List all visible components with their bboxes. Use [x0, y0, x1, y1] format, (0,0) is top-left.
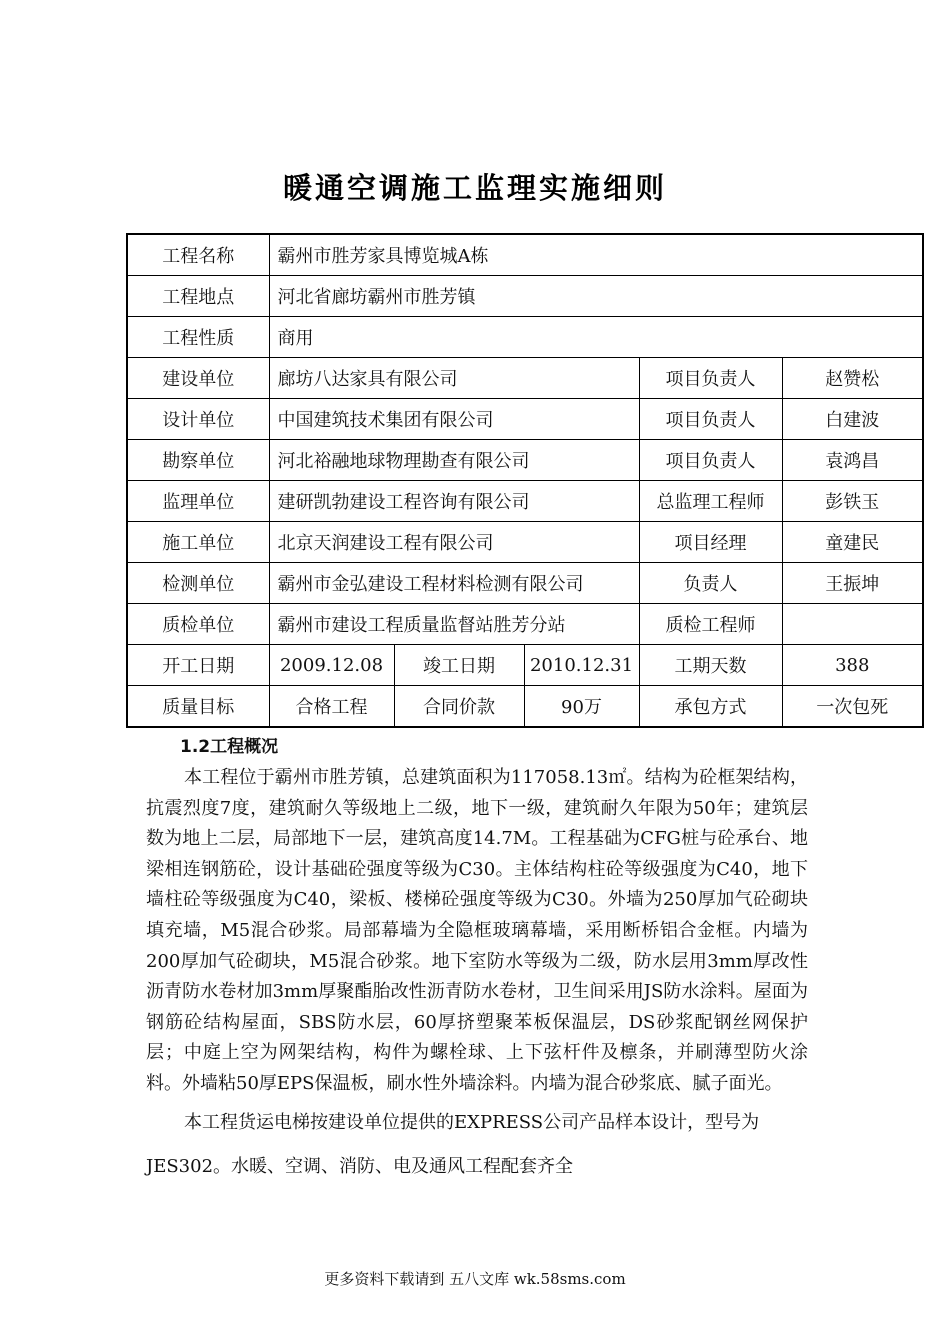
table-row: [127, 481, 923, 522]
quality-goal-value: 合格工程: [269, 686, 394, 728]
unit-name: 中国建筑技术集团有限公司: [269, 399, 639, 440]
contract-mode-value: 一次包死: [782, 686, 923, 728]
end-date-label: 竣工日期: [394, 645, 524, 686]
unit-person: 童建民: [782, 522, 923, 563]
footer-link[interactable]: 更多资料下载请到 五八文库 wk.58sms.com: [324, 1270, 626, 1288]
start-date-value: 2009.12.08: [269, 645, 394, 686]
unit-name: 河北裕融地球物理勘查有限公司: [269, 440, 639, 481]
project-nature-label: 工程性质: [127, 317, 269, 358]
unit-label: 检测单位: [127, 563, 269, 604]
document-title: 暖通空调施工监理实施细则: [282, 171, 667, 205]
contract-price-label: 合同价款: [394, 686, 524, 728]
unit-person: 白建波: [782, 399, 923, 440]
unit-person: 彭铁玉: [782, 481, 923, 522]
unit-label: 监理单位: [127, 481, 269, 522]
unit-role: 项目负责人: [639, 399, 782, 440]
table-row: [127, 358, 923, 399]
section-heading: 1.2工程概况: [180, 737, 279, 757]
table-row: [127, 399, 923, 440]
project-nature-value: 商用: [269, 317, 923, 358]
quality-goal-label: 质量目标: [127, 686, 269, 728]
table-row: [127, 522, 923, 563]
unit-label: 建设单位: [127, 358, 269, 399]
elevator-paragraph: 本工程货运电梯按建设单位提供的EXPRESS公司产品样本设计，型号为: [184, 1112, 760, 1133]
table-row: [127, 563, 923, 604]
unit-label: 设计单位: [127, 399, 269, 440]
duration-value: 388: [782, 645, 923, 686]
project-name-label: 工程名称: [127, 234, 269, 276]
contract-mode-label: 承包方式: [639, 686, 782, 728]
unit-name: 霸州市建设工程质量监督站胜芳分站: [269, 604, 639, 645]
project-info-table: [126, 233, 924, 728]
unit-person: [782, 604, 923, 645]
table-row: [127, 276, 923, 317]
elevator-paragraph-continued: JES302。水暖、空调、消防、电及通风工程配套齐全: [146, 1156, 574, 1177]
table-row: [127, 440, 923, 481]
unit-person: 王振坤: [782, 563, 923, 604]
unit-name: 霸州市金弘建设工程材料检测有限公司: [269, 563, 639, 604]
end-date-value: 2010.12.31: [524, 645, 639, 686]
unit-label: 质检单位: [127, 604, 269, 645]
contract-price-value: 90万: [524, 686, 639, 728]
unit-person: 袁鸿昌: [782, 440, 923, 481]
table-row: [127, 604, 923, 645]
unit-person: 赵赞松: [782, 358, 923, 399]
unit-role: 项目经理: [639, 522, 782, 563]
unit-role: 负责人: [639, 563, 782, 604]
project-location-value: 河北省廊坊霸州市胜芳镇: [269, 276, 923, 317]
start-date-label: 开工日期: [127, 645, 269, 686]
unit-role: 项目负责人: [639, 358, 782, 399]
overview-paragraph: 本工程位于霸州市胜芳镇，总建筑面积为117058.13㎡。结构为砼框架结构，抗震烈度7度，建筑耐久等级地上二级，地下一级，建筑耐久年限为50年；建筑层数为地上二层，局部地下一层，建筑高度14.7M。工程基础为CFG桩与砼承台、地梁相连钢筋砼，设计基础砼强度等级为C30。主体结构柱砼等级强度为C40，地下墙柱砼等级强度为C40，梁板、楼梯砼强度等级为C30。外墙为250厚加气砼砌块填充墙，M5混合砂浆。局部幕墙为全隐框玻璃幕墙，采用断桥铝合金框。内墙为200厚加气砼砌块，M5混合砂浆。地下室防水等级为二级，防水层用3mm厚改性沥青防水卷材加3mm厚聚酯胎改性沥青防水卷材，卫生间采用JS防水涂料。屋面为钢筋砼结构屋面，SBS防水层，60厚挤塑聚苯板保温层，DS砂浆配钢丝网保护层；中庭上空为网架结构，构件为螺栓球、上下弦杆件及檩条，并刷薄型防火涂料。外墙粘50厚EPS保温板，刷水性外墙涂料。内墙为混合砂浆底、腻子面光。: [146, 767, 808, 1094]
table-row: [127, 234, 923, 276]
unit-label: 施工单位: [127, 522, 269, 563]
duration-label: 工期天数: [639, 645, 782, 686]
unit-label: 勘察单位: [127, 440, 269, 481]
unit-name: 北京天润建设工程有限公司: [269, 522, 639, 563]
unit-role: 质检工程师: [639, 604, 782, 645]
table-row: [127, 645, 923, 686]
project-name-value: 霸州市胜芳家具博览城A栋: [269, 234, 923, 276]
table-row: [127, 317, 923, 358]
table-row: [127, 686, 923, 728]
unit-name: 廊坊八达家具有限公司: [269, 358, 639, 399]
unit-role: 项目负责人: [639, 440, 782, 481]
unit-role: 总监理工程师: [639, 481, 782, 522]
unit-name: 建研凯勃建设工程咨询有限公司: [269, 481, 639, 522]
project-location-label: 工程地点: [127, 276, 269, 317]
